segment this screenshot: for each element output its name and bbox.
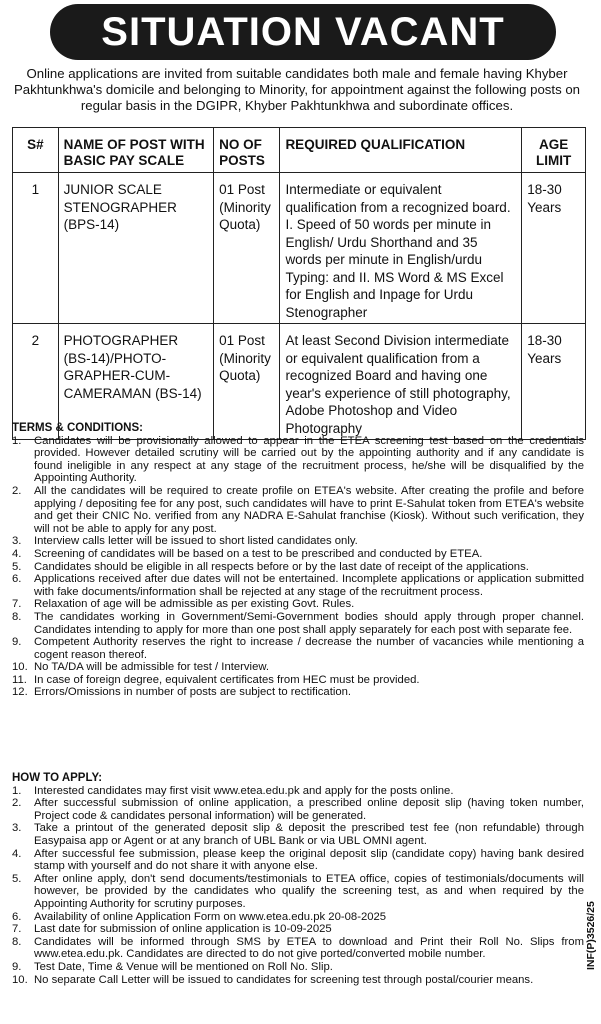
list-item: 5. Candidates should be eligible in all respects before or by the last date of receipt of the applications. bbox=[12, 560, 529, 573]
cell-age-limit: 18-30 Years bbox=[522, 324, 586, 440]
page-title: SITUATION VACANT bbox=[50, 4, 556, 60]
list-item: 8. Candidates will be informed through SMS by ETEA to download and Print their Roll No. Slips from www.etea.edu.pk. Candidates are directed to do not give ported/converted mobile number. bbox=[12, 935, 584, 961]
table-header-row bbox=[13, 128, 586, 173]
header-no-of-posts: NO OF POSTS bbox=[214, 128, 280, 173]
list-item: 5. After online apply, don't send documents/testimonials to ETEA office, copies of testimonials/documents will however, be provided by the candidates who qualify the screening test, as and when required by the Appointing Authority for scrutiny purposes. bbox=[12, 872, 584, 910]
how-to-apply-list bbox=[12, 785, 584, 987]
cell-post-name: JUNIOR SCALE STENOGRAPHER (BPS-14) bbox=[58, 173, 213, 324]
cell-age-limit: 18-30 Years bbox=[522, 173, 586, 324]
how-to-apply-title: HOW TO APPLY: bbox=[12, 772, 103, 784]
list-item: 12. Errors/Omissions in number of posts are subject to rectification. bbox=[12, 686, 352, 699]
list-item: 6. Applications received after due dates will not be entertained. Incomplete applications or application submitted with fake documents/information shall be rejected at any stage of the recruitment process. bbox=[12, 573, 584, 598]
cell-no-of-posts: 01 Post (Minority Quota) bbox=[214, 324, 280, 440]
list-item: 9. Test Date, Time & Venue will be mentioned on Roll No. Slip. bbox=[12, 960, 333, 973]
list-item: 9. Competent Authority reserves the right to increase / decrease the number of vacancies while mentioning a cogent reason thereof. bbox=[12, 636, 584, 661]
header-age-limit: AGE LIMIT bbox=[522, 128, 586, 173]
cell-qualification: Intermediate or equivalent qualification from a recognized board. I. Speed of 50 words per minute in English/ Urdu Shorthand and 35 words per minute in English/urdu Typing: and II. MS Word & MS Excel for English and Inpage for Urdu Stenographer bbox=[280, 173, 522, 324]
cell-sno: 1 bbox=[13, 173, 59, 324]
list-item: 4. Screening of candidates will be based on a test to be prescribed and conducted by ETEA. bbox=[12, 547, 483, 560]
terms-section bbox=[12, 422, 584, 699]
list-item: 8. The candidates working in Government/Semi-Government bodies should apply through proper channel. Candidates intending to apply for more than one post shall apply separately for each post with separate fee. bbox=[12, 610, 584, 636]
header-post-name: NAME OF POST WITH BASIC PAY SCALE bbox=[58, 128, 213, 173]
header-qualification: REQUIRED QUALIFICATION bbox=[280, 128, 522, 173]
cell-no-of-posts: 01 Post (Minority Quota) bbox=[214, 173, 280, 324]
list-item: 1. Candidates will be provisionally allowed to appear in the ETEA screening test based on the credentials provided. However detailed scrutiny will be carried out by the appointing authority and if any candidate is found ineligible in any respect at any stage of the recruitment process, he/she will be disqualified by the Appointing Authority. bbox=[12, 434, 584, 485]
table-row bbox=[13, 173, 586, 324]
intro-paragraph: Online applications are invited from suitable candidates both male and female having Khyber Pakhtunkhwa's domicile and belonging to Minority, for appointment against the following posts on regular basis in the DGIPR, Khyber Pakhtunkhwa and subordinate offices. bbox=[13, 66, 580, 113]
list-item: 10. No separate Call Letter will be issued to candidates for screening test through postal/courier means. bbox=[12, 973, 534, 986]
list-item: 10. No TA/DA will be admissible for test / Interview. bbox=[12, 661, 270, 674]
list-item: 7. Last date for submission of online application is 10-09-2025 bbox=[12, 923, 332, 936]
list-item: 4. After successful fee submission, please keep the original deposit slip (candidate copy) having bank desired stamp with yourself and do not share it with anyone else. bbox=[12, 847, 584, 873]
list-item: 3. Interview calls letter will be issued to short listed candidates only. bbox=[12, 535, 358, 548]
list-item: 3. Take a printout of the generated deposit slip & deposit the prescribed test fee (non refundable) through Easypaisa app or Agent or at any branch of UBL Bank or via UBL OMNI agent. bbox=[12, 822, 584, 847]
list-item: 2. After successful submission of online application, a prescribed online deposit slip (having token number, Project code & candidates personal information) will be generated. bbox=[12, 797, 584, 822]
header-sno: S# bbox=[13, 128, 59, 173]
terms-list bbox=[12, 435, 584, 699]
list-item: 7. Relaxation of age will be admissible as per existing Govt. Rules. bbox=[12, 598, 355, 611]
cell-post-name: PHOTOGRAPHER (BS-14)/PHOTO-GRAPHER-CUM-CAMERAMAN (BS-14) bbox=[58, 324, 213, 440]
list-item: 11. In case of foreign degree, equivalent certificates from HEC must be provided. bbox=[12, 673, 420, 686]
posts-table bbox=[12, 127, 586, 440]
reference-code: INF(P)3526/25 bbox=[585, 901, 597, 970]
list-item: 2. All the candidates will be required to create profile on ETEA's website. After creating the profile and before applying / depositing fee for any post, such candidates will have to print E-Sahulat token from ETEA's website and get their CNIC No. verified from any NADRA E-Sahulat franchise (Kiosk). Without such verification, they will not be able to apply for any post. bbox=[12, 484, 584, 535]
terms-title: TERMS & CONDITIONS: bbox=[12, 422, 143, 434]
cell-sno: 2 bbox=[13, 324, 59, 440]
list-item: 1. Interested candidates may first visit www.etea.edu.pk and apply for the posts online. bbox=[12, 784, 454, 797]
list-item: 6. Availability of online Application Form on www.etea.edu.pk 20-08-2025 bbox=[12, 910, 387, 923]
cell-qualification: At least Second Division intermediate or equivalent qualification from a recognized Board and having one year's experience of still photography, Adobe Photoshop and Video Photography bbox=[280, 324, 522, 440]
how-to-apply-section bbox=[12, 772, 584, 986]
